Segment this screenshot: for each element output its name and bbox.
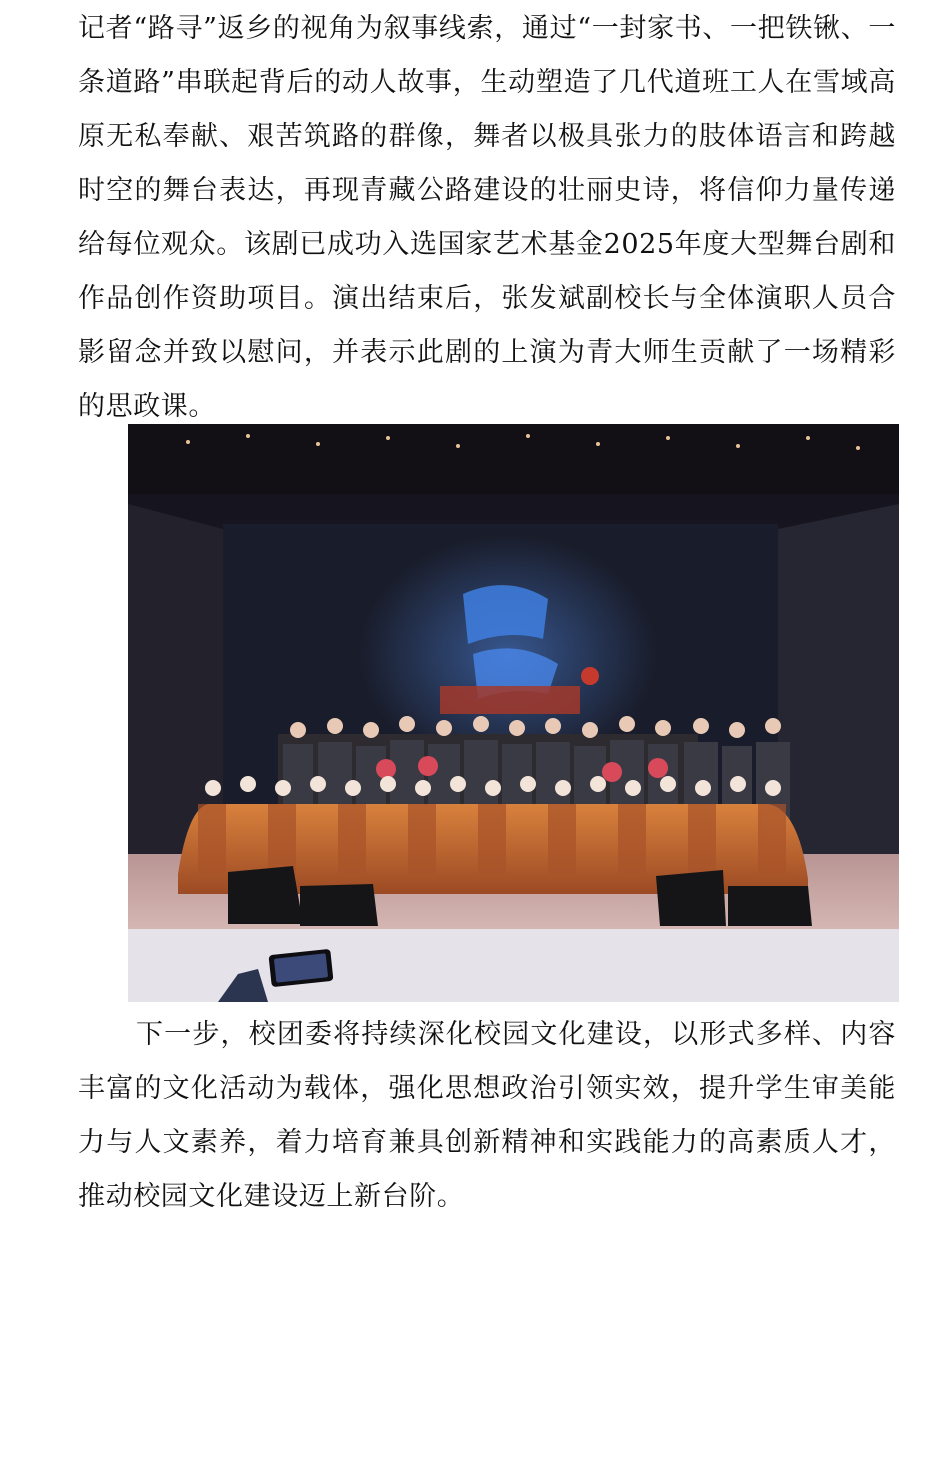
body-paragraph-1: 记者“路寻”返乡的视角为叙事线索，通过“一封家书、一把铁锹、一条道路”串联起背后的动人故事，生动塑造了几代道班工人在雪域高原无私奉献、艰苦筑路的群像，舞者以极具张力的肢体语言和跨越时空的舞台表达，再现青藏公路建设的壮丽史诗，将信仰力量传递给每位观众。该剧已成功入选国家艺术基金2025年度大型舞台剧和作品创作资助项目。演出结束后，张发斌副校长与全体演职人员合影留念并致以慰问，并表示此剧的上演为青大师生贡献了一场精彩的思政课。	[78, 13, 896, 422]
body-paragraph-2: 下一步，校团委将持续深化校园文化建设，以形式多样、内容丰富的文化活动为载体，强化思想政治引领实效，提升学生审美能力与人文素养，着力培育兼具创新精神和实践能力的高素质人才，推动校园文化建设迈上新台阶。	[78, 1019, 896, 1212]
stage-group-photo	[128, 424, 899, 1002]
